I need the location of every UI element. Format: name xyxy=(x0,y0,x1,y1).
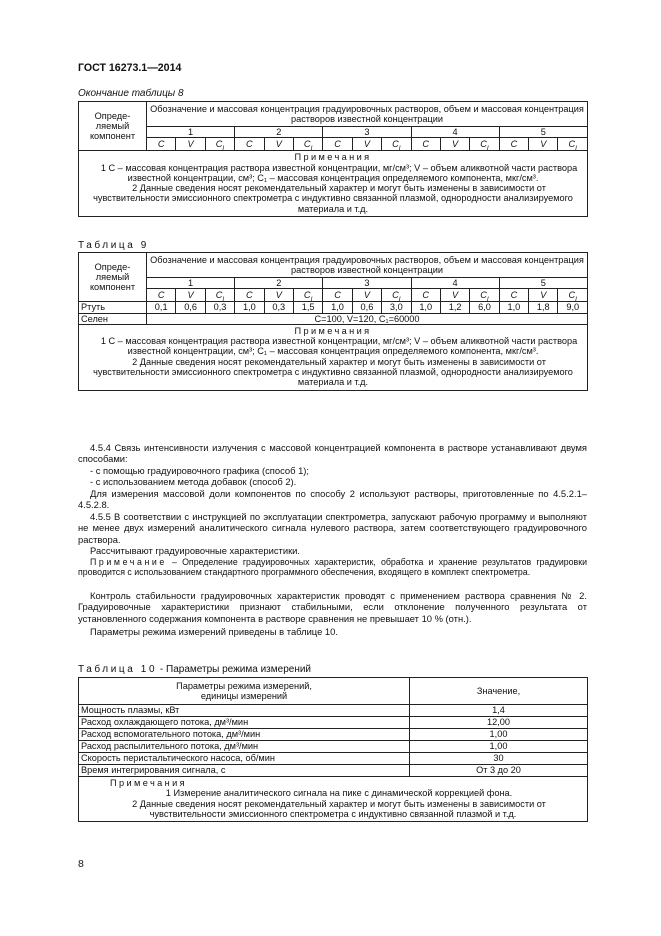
table8-sub-ct-index: I xyxy=(486,144,489,151)
table9-cell: 0,1 xyxy=(147,302,176,313)
table10-row xyxy=(79,765,588,777)
table8-sub-v: V xyxy=(264,138,293,151)
table9-group-header: Обозначение и массовая концентрация градуировочных растворов, объем и массовая концентрация растворов известной концентрации xyxy=(147,253,588,278)
table8-group-5: 5 xyxy=(499,127,587,138)
table9-cell: 0,3 xyxy=(205,302,234,313)
table9-sub-c: C xyxy=(323,289,352,302)
table8-group-header: Обозначение и массовая концентрация градуировочных растворов, объем и массовая концентрация растворов известной концентрации xyxy=(147,102,588,127)
table8-sub-ct-index: I xyxy=(575,144,577,151)
table9-cell: 1,2 xyxy=(440,302,469,313)
paragraph-control: Контроль стабильности градуировочных характеристик проводят с применением раствора сравнения № 2. Градуировочные характеристики признают стабильными, если отклонение полученного результата от установленного содержания компонента в растворе сравнения не превышает 10 % (отн.). xyxy=(78,590,587,624)
table9-sub-ct-index: I xyxy=(222,295,225,302)
table8-sub-v: V xyxy=(440,138,469,151)
table8-component-header: Опреде- ляемый компонент xyxy=(79,102,147,151)
standard-header: ГОСТ 16273.1—2014 xyxy=(78,62,182,74)
table9-selen-name: Селен xyxy=(79,313,147,324)
table9-group-1: 1 xyxy=(147,278,235,289)
table9-notes xyxy=(79,324,588,390)
table10-notes xyxy=(79,777,588,822)
table8-sub-ct-letter: C xyxy=(480,139,487,150)
table10-notes-title: Примечания xyxy=(110,778,188,788)
table9-cell: 6,0 xyxy=(470,302,499,313)
paragraph-4-5-4: 4.5.4 Связь интенсивности излучения с массовой концентрацией компонента в растворе устанавливают двумя способами: xyxy=(78,442,587,465)
table8-sub-ct-letter: C xyxy=(303,139,311,150)
table10-param: Расход распылительного потока, дм³/мин xyxy=(79,741,410,753)
table9-cell: 0,6 xyxy=(176,302,205,313)
table10-row xyxy=(79,705,588,717)
note-paragraph xyxy=(78,557,587,578)
table10-value: От 3 до 20 xyxy=(410,765,588,777)
table9-cell: 0,6 xyxy=(352,302,381,313)
table9 xyxy=(78,252,588,391)
paragraph-4-5-5: 4.5.5 В соответствии с инструкцией по эксплуатации спектрометра, запускают рабочую программу и выполняют не менее двух измерений аналитического сигнала нулевого раствора, затем соответствующего градуировочного раствора. xyxy=(78,510,587,545)
table8-notes xyxy=(79,151,588,217)
table8-sub-v: V xyxy=(529,138,558,151)
table9-group-4: 4 xyxy=(411,278,499,289)
table8-sub-ct-index: I xyxy=(310,144,313,151)
table8 xyxy=(78,101,588,217)
table8-sub-c: C xyxy=(147,138,176,151)
table9-sub-ct-index: I xyxy=(310,295,313,302)
table8-group-2: 2 xyxy=(235,127,323,138)
table9-component-header: Опреде- ляемый компонент xyxy=(79,253,147,302)
table10-value: 12,00 xyxy=(410,717,588,729)
table9-caption: Таблица 9 xyxy=(78,240,149,251)
table10-caption-number: Таблица 10 xyxy=(78,664,158,675)
table10-value: 1,4 xyxy=(410,705,588,717)
table10-note-2: 2 Данные сведения носят рекомендательный характер и могут быть изменены в зависимости от чувствительности эмиссионного спектрометра с индуктивно связанной плазмой и т.д. xyxy=(132,798,546,819)
table8-sub-ct-letter: C xyxy=(568,139,576,150)
table9-cell: 1,0 xyxy=(323,302,352,313)
table9-cell: 1,0 xyxy=(235,302,264,313)
way-1: - с помощью градуировочного графика (способ 1); xyxy=(90,464,310,476)
table9-sub-v: V xyxy=(529,289,558,302)
table10-caption xyxy=(78,664,311,676)
table10-row xyxy=(79,753,588,765)
table9-sub-ct-letter: C xyxy=(392,290,399,301)
table9-sub-v: V xyxy=(176,289,205,302)
table10-col2-header: Значение, xyxy=(410,678,588,705)
table8-group-3: 3 xyxy=(323,127,411,138)
table9-sub-ct-index: I xyxy=(575,295,577,302)
table9-sub-ct-letter: C xyxy=(303,290,311,301)
table10-param: Расход вспомогательного потока, дм³/мин xyxy=(79,729,410,741)
table8-sub-v: V xyxy=(176,138,205,151)
table9-sub-ct xyxy=(293,289,322,302)
table8-sub-ct-letter: C xyxy=(215,139,223,150)
table10-param: Расход охлаждающего потока, дм³/мин xyxy=(79,717,410,729)
table8-sub-c: C xyxy=(499,138,528,151)
table8-note-2: 2 Данные сведения носят рекомендательный характер и могут быть изменены в зависимости от чувствительности эмиссионного спектрометра с индуктивно связанной плазмой, однородности анализируемого материала и т.д. xyxy=(93,183,573,214)
table8-notes-title: Примечания xyxy=(294,152,372,163)
table9-sub-v: V xyxy=(264,289,293,302)
table9-selen-value: C=100, V=120, C₁=60000 xyxy=(147,313,588,324)
table9-note-1: 1 С – массовая концентрация раствора известной концентрации, мг/см³; V – объем аликвотной части раствора известной концентрации, см³; C₁ – массовая концентрация определяемого компонента, мкг/см³. xyxy=(100,336,578,357)
table9-cell: 1,5 xyxy=(293,302,322,313)
table8-sub-ct xyxy=(470,138,499,151)
table8-group-4: 4 xyxy=(411,127,499,138)
note-label: Примечание xyxy=(90,556,167,567)
paragraph-params: Параметры режима измерений приведены в таблице 10. xyxy=(90,626,338,638)
table8-sub-ct-index: I xyxy=(222,144,225,151)
table8-sub-v: V xyxy=(352,138,381,151)
table8-sub-ct-letter: C xyxy=(392,139,399,150)
table9-notes-title: Примечания xyxy=(294,325,372,336)
table9-sub-c: C xyxy=(411,289,440,302)
table10-col1-header: Параметры режима измерений, единицы измерений xyxy=(79,678,410,705)
table9-sub-ct xyxy=(558,289,588,302)
table8-caption: Окончание таблицы 8 xyxy=(78,88,184,99)
page-number: 8 xyxy=(78,858,84,870)
body-text-1 xyxy=(78,442,587,578)
table9-group-2: 2 xyxy=(235,278,323,289)
table9-cell: 0,3 xyxy=(264,302,293,313)
table9-sub-v: V xyxy=(352,289,381,302)
table10 xyxy=(78,677,588,822)
table8-sub-c: C xyxy=(411,138,440,151)
table9-group-5: 5 xyxy=(499,278,587,289)
table9-note-2: 2 Данные сведения носят рекомендательный характер и могут быть изменены в зависимости от чувствительности эмиссионного спектрометра с индуктивно связанной плазмой, однородности анализируемого материала и т.д. xyxy=(93,356,573,388)
table10-caption-title: - Параметры режима измерений xyxy=(157,664,312,675)
paragraph-calc: Рассчитывают градуировочные характеристики. xyxy=(90,545,301,557)
table8-sub-ct xyxy=(205,138,234,151)
table10-row xyxy=(79,717,588,729)
way-2: - с использованием метода добавок (способ 2). xyxy=(90,476,297,488)
table9-sub-ct-letter: C xyxy=(480,290,487,301)
table10-param: Мощность плазмы, кВт xyxy=(79,705,410,717)
table10-note-1: 1 Измерение аналитического сигнала на пике с динамической коррекцией фона. xyxy=(165,788,513,799)
body-text-2 xyxy=(78,590,587,638)
table9-sub-ct xyxy=(470,289,499,302)
table10-row xyxy=(79,741,588,753)
table10-param: Время интегрирования сигнала, с xyxy=(79,765,410,777)
table9-cell: 1,0 xyxy=(499,302,528,313)
table8-note-1: 1 С – массовая концентрация раствора известной концентрации, мг/см³; V – объем аликвотной части раствора известной концентрации, см³; C₁ – массовая концентрация определяемого компонента, мкг/см³. xyxy=(100,162,578,183)
table9-cell: 1,0 xyxy=(411,302,440,313)
table9-sub-c: C xyxy=(147,289,176,302)
paragraph-method-2: Для измерения массовой доли компонентов по способу 2 используют растворы, приготовленные по 4.5.2.1–4.5.2.8. xyxy=(78,487,587,511)
table9-sub-ct-letter: C xyxy=(568,290,576,301)
table9-sub-ct xyxy=(205,289,234,302)
table8-sub-c: C xyxy=(235,138,264,151)
table10-row xyxy=(79,729,588,741)
table10-value: 30 xyxy=(410,753,588,765)
table10-value: 1,00 xyxy=(410,729,588,741)
table9-cell: 3,0 xyxy=(382,302,411,313)
table9-sub-ct-letter: C xyxy=(215,290,223,301)
table9-cell: 1,8 xyxy=(529,302,558,313)
table10-value: 1,00 xyxy=(410,741,588,753)
table8-sub-ct xyxy=(558,138,588,151)
table8-sub-c: C xyxy=(323,138,352,151)
table8-sub-ct xyxy=(382,138,411,151)
table9-sub-ct xyxy=(382,289,411,302)
note-text: – Определение градуировочных характеристик, обработка и хранение результатов градуировки проводится с использованием стандартного программного обеспечения, входящего в комплект спектрометра. xyxy=(78,556,587,578)
table9-sub-c: C xyxy=(499,289,528,302)
table9-sub-c: C xyxy=(235,289,264,302)
table9-row-name: Ртуть xyxy=(79,302,147,313)
table9-group-3: 3 xyxy=(323,278,411,289)
table9-sub-v: V xyxy=(440,289,469,302)
table9-sub-ct-index: I xyxy=(486,295,489,302)
table10-param: Скорость перистальтического насоса, об/мин xyxy=(79,753,410,765)
table9-sub-ct-index: I xyxy=(398,295,401,302)
table8-sub-ct-index: I xyxy=(398,144,401,151)
table9-cell: 9,0 xyxy=(558,302,588,313)
table8-group-1: 1 xyxy=(147,127,235,138)
table8-sub-ct xyxy=(293,138,322,151)
